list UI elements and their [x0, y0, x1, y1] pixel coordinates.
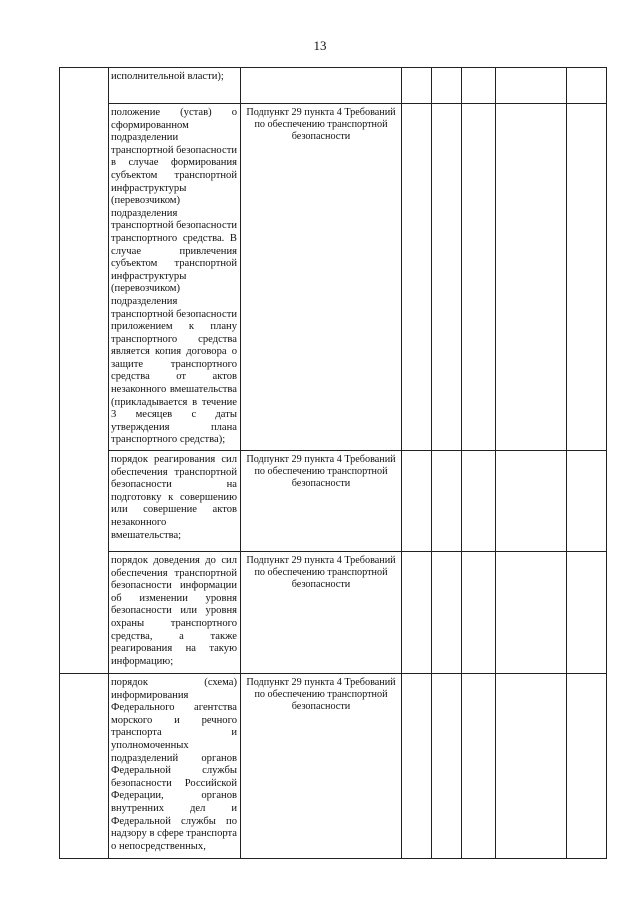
number-cell [60, 68, 109, 674]
note-cell [496, 451, 567, 552]
requirement-text: порядок доведения до сил обеспечения транспортной безопасности информации об изменении уровня безопасности или уровня охраны транспортного средства, а также реагирования на такую информацию; [111, 555, 237, 667]
basis-cell: Подпункт 29 пункта 4 Требований по обеспечению транспортной безопасности [241, 451, 402, 552]
requirement-cell [109, 674, 241, 859]
answer-na-cell [462, 104, 496, 451]
extra-cell [567, 451, 607, 552]
answer-yes-cell [402, 451, 432, 552]
answer-na-cell [462, 68, 496, 104]
extra-cell [567, 674, 607, 859]
basis-cell [241, 68, 402, 104]
requirement-text: порядок (схема) информирования Федерального агентства морского и речного транспорта и уполномоченных подразделений органов Федеральной службы безопасности Российской Федерации, органов внутренних дел и Федеральной службы по надзору в сфере транспорта о непосредственных, [111, 677, 237, 852]
basis-cell: Подпункт 29 пункта 4 Требований по обеспечению транспортной безопасности [241, 104, 402, 451]
extra-cell [567, 552, 607, 674]
note-cell [496, 104, 567, 451]
table-row [60, 552, 607, 674]
note-cell [496, 68, 567, 104]
answer-no-cell [432, 451, 462, 552]
answer-no-cell [432, 68, 462, 104]
answer-no-cell [432, 674, 462, 859]
table-row [60, 674, 607, 859]
extra-cell [567, 104, 607, 451]
answer-no-cell [432, 104, 462, 451]
answer-yes-cell [402, 68, 432, 104]
table-row [60, 68, 607, 104]
note-cell [496, 552, 567, 674]
answer-no-cell [432, 552, 462, 674]
requirement-cell [109, 552, 241, 674]
page-number: 13 [313, 38, 327, 53]
number-cell [60, 674, 109, 859]
answer-yes-cell [402, 674, 432, 859]
requirement-cell [109, 68, 241, 104]
note-cell [496, 674, 567, 859]
basis-cell: Подпункт 29 пункта 4 Требований по обеспечению транспортной безопасности [241, 674, 402, 859]
answer-yes-cell [402, 552, 432, 674]
table-row [60, 104, 607, 451]
answer-na-cell [462, 674, 496, 859]
requirement-text: исполнительной власти); [111, 71, 224, 82]
compliance-table [59, 67, 607, 859]
requirement-cell [109, 104, 241, 451]
extra-cell [567, 68, 607, 104]
basis-cell: Подпункт 29 пункта 4 Требований по обеспечению транспортной безопасности [241, 552, 402, 674]
answer-yes-cell [402, 104, 432, 451]
answer-na-cell [462, 552, 496, 674]
answer-na-cell [462, 451, 496, 552]
table-row [60, 451, 607, 552]
requirement-text: положение (устав) о сформированном подразделении транспортной безопасности в случае формирования субъектом транспортной инфраструктуры (перевозчиком) подразделения транспортной безопасности транспортного средства. В случае привлечения субъектом транспортной инфраструктуры (перевозчиком) подразделения транспортной безопасности приложением к плану транспортного средства является копия договора о защите транспортного средства от актов незаконного вмешательства (прикладывается в течение 3 месяцев с даты утверждения плана транспортного средства); [111, 107, 237, 446]
requirement-text: порядок реагирования сил обеспечения транспортной безопасности на подготовку к совершению или совершение актов незаконного вмешательства; [111, 454, 237, 541]
requirement-cell [109, 451, 241, 552]
